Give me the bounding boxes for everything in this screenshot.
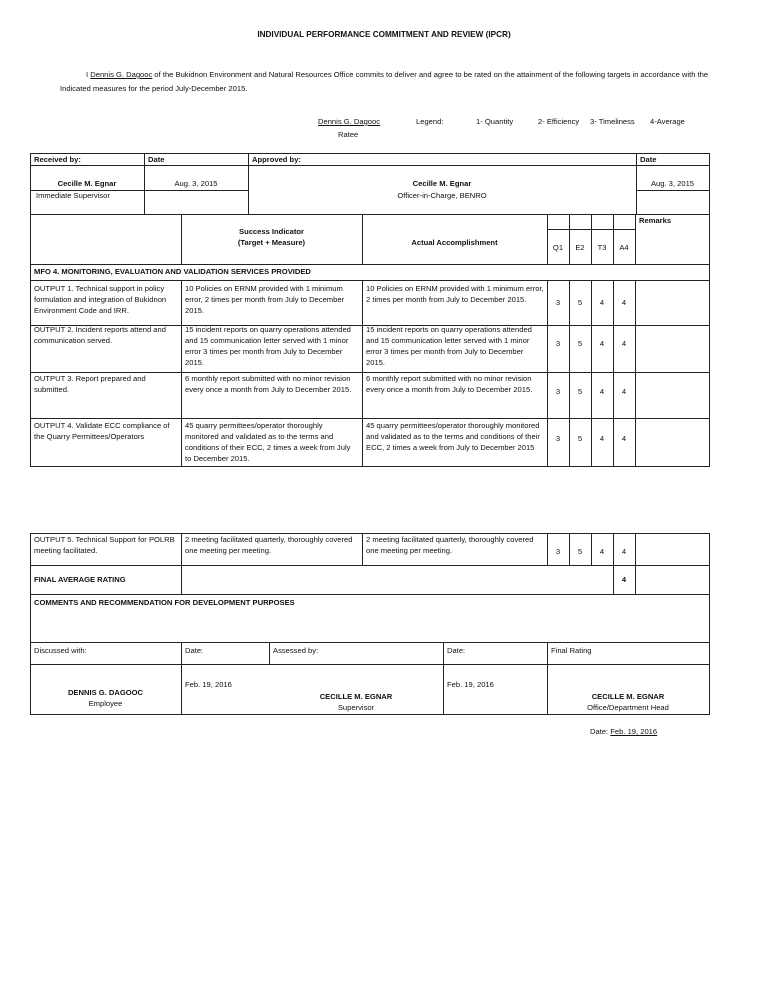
row-t: 4 bbox=[599, 547, 605, 556]
footer-date-label: Date: bbox=[590, 727, 611, 736]
rating-a-header: A4 bbox=[619, 243, 629, 252]
success-indicator-subheader: (Target + Measure) bbox=[237, 238, 306, 247]
actual-accomplishment-header: Actual Accomplishment bbox=[411, 238, 498, 247]
row-output: OUTPUT 4. Validate ECC compliance of the Quarry Permittees/Operators bbox=[34, 421, 170, 441]
intro-name: Dennis G. Dagooc bbox=[90, 70, 153, 79]
approver-date: Aug. 3, 2015 bbox=[650, 179, 695, 188]
legend-label: Legend: bbox=[416, 117, 444, 126]
row-output: OUTPUT 1. Technical support in policy formulation and integration of Bukidnon Environment Code and IRR. bbox=[34, 284, 167, 315]
approved-date-label: Date bbox=[640, 155, 657, 164]
row-output: OUTPUT 3. Report prepared and submitted. bbox=[34, 374, 146, 394]
employee-name: DENNIS G. DAGOOC bbox=[67, 688, 144, 697]
row-t: 4 bbox=[599, 339, 605, 348]
remarks-header: Remarks bbox=[639, 216, 672, 225]
received-by-label: Received by: bbox=[34, 155, 81, 164]
rating-q-header: Q1 bbox=[552, 243, 564, 252]
row-indicator: 15 incident reports on quarry operations attended and 15 communication letter served with 1 minor error 3 times per month from July to December 2015. bbox=[185, 325, 351, 367]
row-indicator: 45 quarry permittees/operator thoroughly monitored and validated as to the terms and conditions of their ECC, 2 times a week from July to December 2015. bbox=[185, 421, 351, 463]
row-indicator: 10 Policies on ERNM provided with 1 minimum error, 2 times per month from July to December 2015. bbox=[185, 284, 345, 315]
approver-name: Cecille M. Egnar bbox=[412, 179, 472, 188]
final-rating-label: Final Rating bbox=[551, 646, 592, 655]
row-a: 4 bbox=[621, 434, 627, 443]
row-output: OUTPUT 5. Technical Support for POLRB meeting facilitated. bbox=[34, 535, 175, 555]
date2-value: Feb. 19, 2016 bbox=[447, 680, 494, 689]
row-a: 4 bbox=[621, 547, 627, 556]
receiver-title: Immediate Supervisor bbox=[36, 191, 110, 200]
date1-label: Date: bbox=[185, 646, 204, 655]
row-q: 3 bbox=[555, 434, 561, 443]
employee-label: Employee bbox=[88, 699, 123, 708]
final-average-label: FINAL AVERAGE RATING bbox=[34, 575, 126, 584]
receiver-date: Aug. 3, 2015 bbox=[174, 179, 218, 188]
row-q: 3 bbox=[555, 387, 561, 396]
rating-e-header: E2 bbox=[575, 243, 585, 252]
row-actual: 2 meeting facilitated quarterly, thoroughly covered one meeting per meeting. bbox=[366, 535, 534, 555]
row-a: 4 bbox=[621, 298, 627, 307]
row-actual: 45 quarry permittees/operator thoroughly monitored and validated as to the terms and conditions of their ECC, 2 times a week from July to December 2015 bbox=[366, 421, 540, 452]
row-t: 4 bbox=[599, 387, 605, 396]
row-e: 5 bbox=[577, 547, 583, 556]
receiver-name: Cecille M. Egnar bbox=[57, 179, 117, 188]
ratee-name: Dennis G. Dagooc bbox=[318, 117, 381, 126]
row-e: 5 bbox=[577, 298, 583, 307]
supervisor-label: Supervisor bbox=[337, 703, 375, 712]
legend-average: 4-Average bbox=[650, 117, 685, 126]
document-title: INDIVIDUAL PERFORMANCE COMMITMENT AND REVIEW (IPCR) bbox=[257, 30, 511, 39]
row-q: 3 bbox=[555, 547, 561, 556]
approver-title: Officer-in-Charge, BENRO bbox=[397, 191, 487, 200]
intro-text: of the Bukidnon Environment and Natural Resources Office commits to deliver and agree to be rated on the attainment of the following targets in accordance with the Indicated measures for the period July-December 2015. bbox=[60, 70, 709, 93]
row-a: 4 bbox=[621, 339, 627, 348]
legend-quantity: 1- Quantity bbox=[476, 117, 514, 126]
mfo-heading: MFO 4. MONITORING, EVALUATION AND VALIDATION SERVICES PROVIDED bbox=[34, 267, 311, 276]
approved-by-label: Approved by: bbox=[252, 155, 301, 164]
row-e: 5 bbox=[577, 434, 583, 443]
success-indicator-header: Success Indicator bbox=[239, 227, 304, 236]
row-q: 3 bbox=[555, 298, 561, 307]
row-actual: 6 monthly report submitted with no minor revision every once a month from July to December 2015. bbox=[366, 374, 533, 394]
row-e: 5 bbox=[577, 387, 583, 396]
assessed-by-label: Assessed by: bbox=[273, 646, 319, 655]
final-average-value: 4 bbox=[621, 575, 627, 584]
footer-date bbox=[590, 727, 657, 736]
intro-prefix: I bbox=[86, 70, 91, 79]
comments-label: COMMENTS AND RECOMMENDATION FOR DEVELOPMENT PURPOSES bbox=[34, 598, 295, 607]
footer-date-value: Feb. 19, 2016 bbox=[610, 727, 658, 736]
rating-t-header: T3 bbox=[597, 243, 607, 252]
discussed-with-label: Discussed with: bbox=[34, 646, 87, 655]
head-name: CECILLE M. EGNAR bbox=[591, 692, 665, 701]
supervisor-name: CECILLE M. EGNAR bbox=[319, 692, 393, 701]
row-t: 4 bbox=[599, 298, 605, 307]
ratee-label: Ratee bbox=[338, 130, 359, 139]
row-actual: 15 incident reports on quarry operations attended and 15 communication letter served with 1 minor error 3 times per month from July to December 2015. bbox=[366, 325, 532, 367]
intro-paragraph bbox=[60, 68, 710, 96]
row-output: OUTPUT 2. Incident reports attend and communication served. bbox=[34, 325, 166, 345]
row-a: 4 bbox=[621, 387, 627, 396]
row-indicator: 2 meeting facilitated quarterly, thoroughly covered one meeting per meeting. bbox=[185, 535, 353, 555]
row-t: 4 bbox=[599, 434, 605, 443]
date1-value: Feb. 19, 2016 bbox=[185, 680, 232, 689]
row-e: 5 bbox=[577, 339, 583, 348]
row-indicator: 6 monthly report submitted with no minor revision every once a month from July to December 2015. bbox=[185, 374, 352, 394]
head-label: Office/Department Head bbox=[587, 703, 669, 712]
legend-efficiency: 2- Efficiency bbox=[538, 117, 580, 126]
row-q: 3 bbox=[555, 339, 561, 348]
legend-timeliness: 3- Timeliness bbox=[590, 117, 635, 126]
row-actual: 10 Policies on ERNM provided with 1 minimum error, 2 times per month from July to December 2015. bbox=[366, 284, 544, 304]
received-date-label: Date bbox=[148, 155, 165, 164]
date2-label: Date: bbox=[447, 646, 466, 655]
